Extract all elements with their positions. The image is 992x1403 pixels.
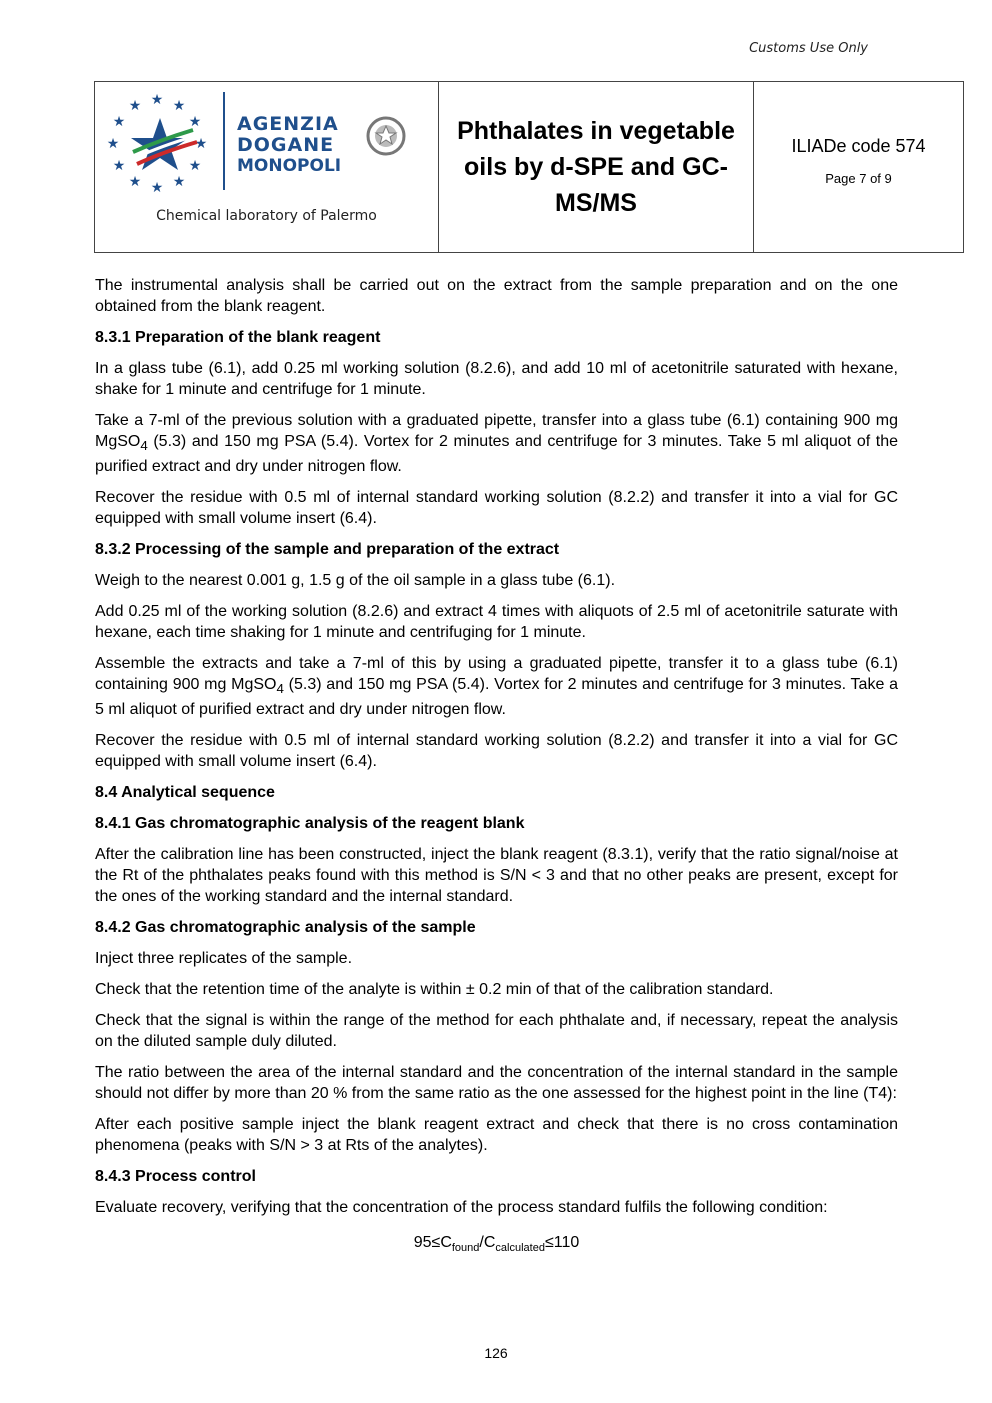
svg-text:★: ★ xyxy=(172,98,186,114)
paragraph: Assemble the extracts and take a 7-ml of this by using a graduated pipette, transfer it to a glass tube (6.1) containing 900 mg MgSO$_4$ (5.3) and 150 mg PSA (5.4). Vortex for 2 minutes and centrifuge for 3 minutes. Take a 5 ml aliquot of purified extract and dry under nitrogen flow. xyxy=(95,655,899,719)
document-code-cell xyxy=(754,82,963,252)
svg-text:★: ★ xyxy=(106,136,120,152)
paragraph: Weigh to the nearest 0.001 g, 1.5 g of the oil sample in a glass tube (6.1). xyxy=(95,572,616,590)
section-heading: 8.4 Analytical sequence xyxy=(95,784,275,802)
paragraph: Recover the residue with 0.5 ml of internal standard working solution (8.2.2) and transfer it into a vial for GC equipped with small volume insert (6.4). xyxy=(95,732,898,771)
paragraph: Add 0.25 ml of the working solution (8.2.6) and extract 4 times with aliquots of 2.5 ml of acetonitrile saturate with hexane, each time shaking for 1 minute and centrifuging for 1 minute. xyxy=(95,603,898,642)
page-number: 126 xyxy=(484,1345,508,1361)
section-heading: 8.4.2 Gas chromatographic analysis of the sample xyxy=(95,919,476,937)
iliade-code: ILIADe code 574 xyxy=(791,136,926,156)
section-heading: 8.3.2 Processing of the sample and preparation of the extract xyxy=(95,541,560,559)
svg-text:★: ★ xyxy=(112,114,126,130)
section-heading: 8.3.1 Preparation of the blank reagent xyxy=(95,329,381,346)
logo-divider xyxy=(223,92,225,190)
eu-stars-logo-icon xyxy=(105,90,215,196)
svg-text:★: ★ xyxy=(112,158,126,174)
paragraph: Recover the residue with 0.5 ml of internal standard working solution (8.2.2) and transfer it into a vial for GC equipped with small volume insert (6.4). xyxy=(95,489,898,528)
lab-name: Chemical laboratory of Palermo xyxy=(156,208,377,224)
svg-text:★: ★ xyxy=(188,114,202,130)
paragraph: Check that the retention time of the analyte is within ± 0.2 min of that of the calibration standard. xyxy=(95,981,774,999)
document-title-cell xyxy=(439,82,754,252)
svg-text:★: ★ xyxy=(194,136,208,152)
svg-text:★: ★ xyxy=(128,98,142,114)
republic-emblem-icon xyxy=(365,112,407,160)
paragraph: Check that the signal is within the range of the method for each phthalate and, if necessary, repeat the analysis on the diluted sample duly diluted. xyxy=(95,1012,898,1051)
svg-text:★: ★ xyxy=(188,158,202,174)
document-title: Phthalates in vegetable oils by d-SPE and GC-MS/MS xyxy=(457,117,735,217)
section-heading: 8.4.3 Process control xyxy=(95,1168,256,1186)
paragraph: The instrumental analysis shall be carried out on the extract from the sample preparation and on the one obtained from the blank reagent. xyxy=(95,277,898,315)
agency-name: AGENZIA DOGANE MONOPOLI xyxy=(237,113,342,176)
svg-text:★: ★ xyxy=(172,174,186,190)
paragraph: In a glass tube (6.1), add 0.25 ml working solution (8.2.6), and add 10 ml of acetonitrile saturated with hexane, shake for 1 minute and centrifuge for 1 minute. xyxy=(95,360,898,398)
paragraph: Inject three replicates of the sample. xyxy=(95,950,353,968)
recovery-formula: $95\le C_{found}/C_{calculated}\le 110$ xyxy=(413,1234,580,1255)
document-header xyxy=(94,81,964,253)
customs-use-label: Customs Use Only xyxy=(749,41,868,56)
svg-text:★: ★ xyxy=(150,180,164,196)
paragraph: The ratio between the area of the internal standard and the concentration of the internal standard in the sample should not differ by more than 20 % from the same ratio as the one assessed for the highest point in the line (T4): xyxy=(95,1064,898,1103)
paragraph: Evaluate recovery, verifying that the concentration of the process standard fulfils the following condition: xyxy=(95,1199,828,1217)
paragraph: After the calibration line has been constructed, inject the blank reagent (8.3.1), verify that the ratio signal/noise at the Rt of the phthalates peaks found with this method is S/N < 3 and that no other peaks are present, except for the ones of the working standard and the internal standard. xyxy=(95,846,898,906)
section-heading: 8.4.1 Gas chromatographic analysis of the reagent blank xyxy=(95,815,525,833)
agency-logo-cell xyxy=(95,82,439,252)
document-body xyxy=(95,275,898,1270)
paragraph: After each positive sample inject the blank reagent extract and check that there is no cross contamination phenomena (peaks with S/N > 3 at Rts of the analytes). xyxy=(95,1116,898,1155)
paragraph: Take a 7-ml of the previous solution with a graduated pipette, transfer into a glass tube (6.1) containing 900 mg MgSO$_4$ (5.3) and 150 mg PSA (5.4). Vortex for 2 minutes and centrifuge for 3 minutes. Take 5 ml aliquot of the purified extract and dry under nitrogen flow. xyxy=(95,412,898,476)
svg-text:★: ★ xyxy=(150,92,164,108)
svg-text:★: ★ xyxy=(128,174,142,190)
page-info: Page 7 of 9 xyxy=(825,171,892,186)
